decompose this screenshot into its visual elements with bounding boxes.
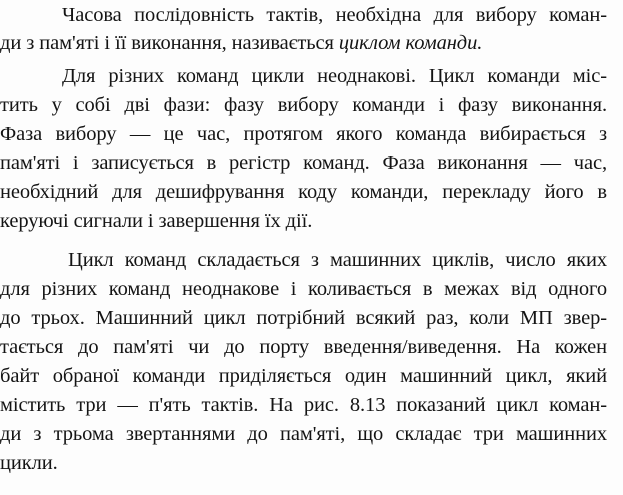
text-line: містить три — п'ять тактів. На рис. 8.13 показаний цикл коман-	[0, 394, 607, 416]
text-line: цикли.	[0, 452, 58, 474]
text-line	[0, 28, 482, 58]
term-italic: циклом команди.	[338, 32, 483, 54]
text-line: тить у собі дві фази: фазу вибору команди і фазу виконання.	[0, 94, 607, 116]
text-fragment: ди з пам'яті і її виконання, називається	[0, 32, 339, 54]
text-line: Часова послідовність тактів, необхідна для вибору коман-	[62, 4, 607, 26]
text-line: Цикл команд складається з машинних циклів, число яких	[68, 249, 607, 271]
text-line: Фаза вибору — це час, протягом якого команда вибирається з	[0, 123, 607, 145]
text-line: тається до пам'яті чи до порту введення/виведення. На кожен	[0, 336, 607, 358]
text-line: ди з трьома звертаннями до пам'яті, що складає три машинних	[0, 423, 607, 445]
text-line: керуючі сигнали і завершення їх дії.	[0, 210, 313, 232]
text-line: байт обраної команди приділяється один машинний цикл, який	[0, 365, 607, 387]
text-line: Для різних команд цикли неоднакові. Цикл команди міс-	[62, 65, 607, 87]
text-line: необхідний для дешифрування коду команди, перекладу його в	[0, 181, 607, 203]
text-line: до трьох. Машинний цикл потрібний всякий раз, коли МП звер-	[0, 307, 607, 329]
text-line: для різних команд неоднакове і коливається в межах від одного	[0, 278, 607, 300]
text-line: пам'яті і записується в регістр команд. Фаза виконання — час,	[0, 152, 607, 174]
